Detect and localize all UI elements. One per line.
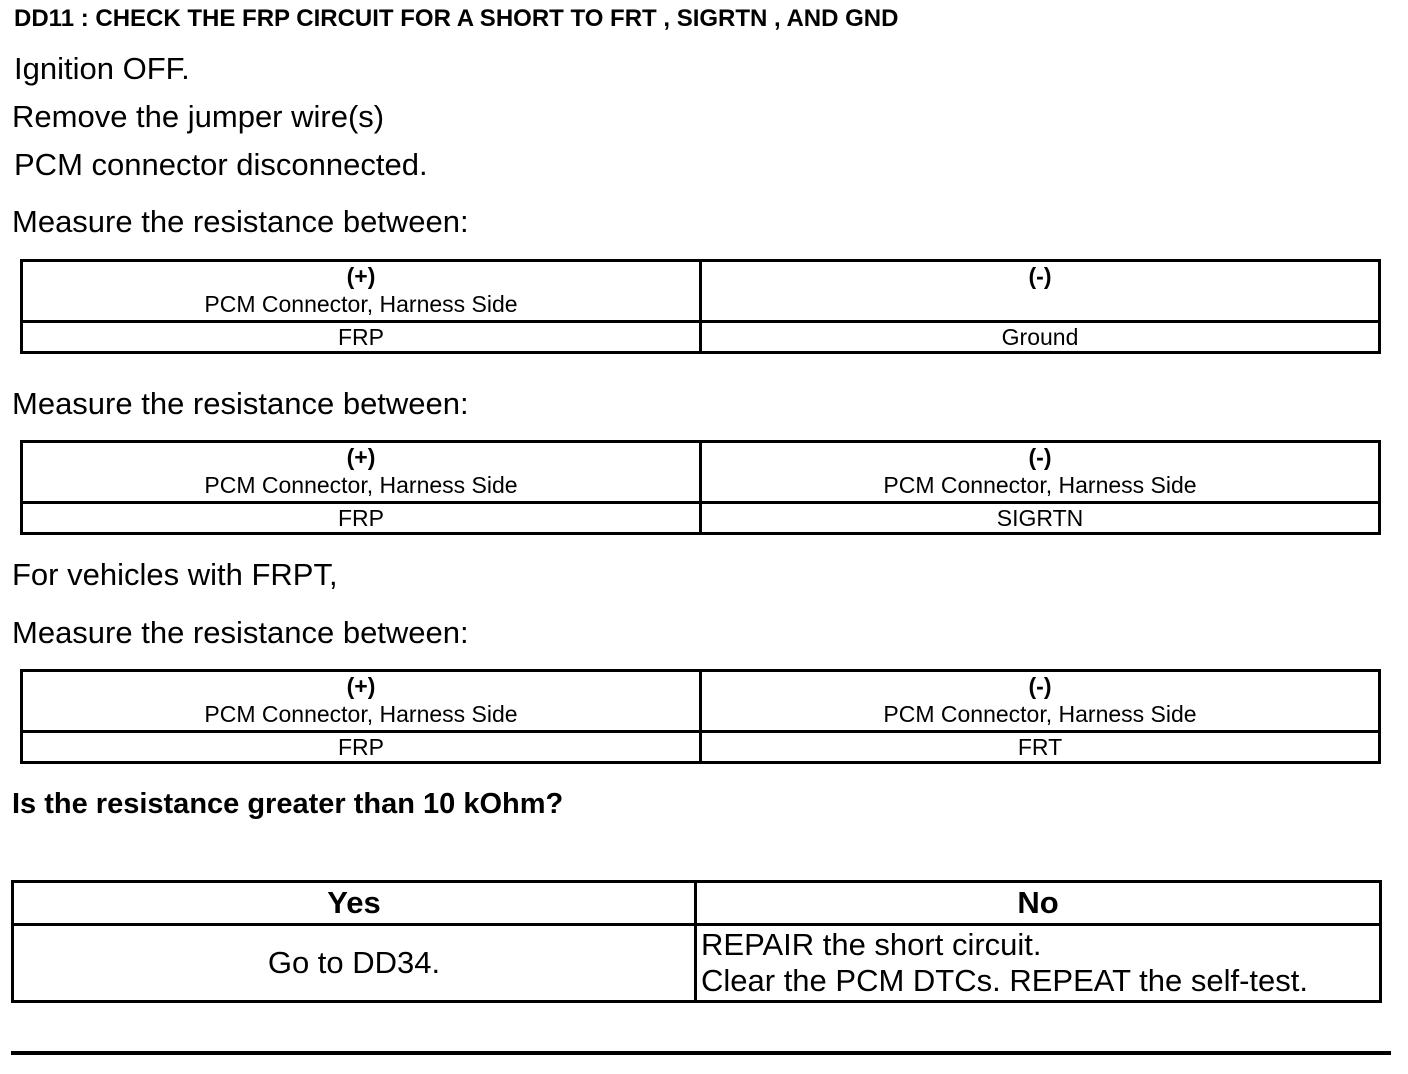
yes-header: Yes [13, 882, 696, 925]
plus-header [22, 442, 701, 503]
plus-label: PCM Connector, Harness Side [204, 701, 518, 727]
minus-header [701, 671, 1380, 732]
no-action-line1: REPAIR the short circuit. [701, 927, 1042, 962]
measure-label-2: Measure the resistance between: [12, 386, 469, 421]
measurement-table-1 [20, 259, 1381, 354]
step-ignition: Ignition OFF. [14, 51, 190, 86]
measurement-table-2 [20, 440, 1381, 535]
page-title: DD11 : CHECK THE FRP CIRCUIT FOR A SHORT TO FRT , SIGRTN , AND GND [14, 5, 899, 32]
minus-header [701, 261, 1380, 322]
plus-label: PCM Connector, Harness Side [204, 291, 518, 317]
result-table [11, 880, 1382, 1003]
step-pcm: PCM connector disconnected. [14, 147, 428, 182]
minus-value: Ground [701, 322, 1380, 353]
plus-symbol: (+) [346, 673, 376, 699]
minus-symbol: (-) [1028, 263, 1052, 289]
minus-symbol: (-) [1028, 444, 1052, 470]
plus-symbol: (+) [346, 444, 376, 470]
no-action [696, 925, 1381, 1002]
measure-label-1: Measure the resistance between: [12, 204, 469, 239]
plus-symbol: (+) [346, 263, 376, 289]
minus-symbol: (-) [1028, 673, 1052, 699]
plus-value: FRP [22, 503, 701, 534]
measurement-table-3 [20, 669, 1381, 764]
yes-action: Go to DD34. [13, 925, 696, 1002]
minus-header [701, 442, 1380, 503]
measure-label-3: Measure the resistance between: [12, 615, 469, 650]
plus-value: FRP [22, 732, 701, 763]
minus-label: PCM Connector, Harness Side [883, 472, 1197, 498]
plus-header [22, 671, 701, 732]
minus-value: FRT [701, 732, 1380, 763]
step-jumper: Remove the jumper wire(s) [12, 99, 385, 134]
minus-label: PCM Connector, Harness Side [883, 701, 1197, 727]
no-action-line2: Clear the PCM DTCs. REPEAT the self-test. [701, 963, 1308, 998]
plus-value: FRP [22, 322, 701, 353]
plus-header [22, 261, 701, 322]
frpt-note: For vehicles with FRPT, [12, 557, 338, 592]
plus-label: PCM Connector, Harness Side [204, 472, 518, 498]
no-header: No [696, 882, 1381, 925]
minus-value: SIGRTN [701, 503, 1380, 534]
question: Is the resistance greater than 10 kOhm? [12, 788, 564, 820]
bottom-divider [11, 1051, 1391, 1055]
